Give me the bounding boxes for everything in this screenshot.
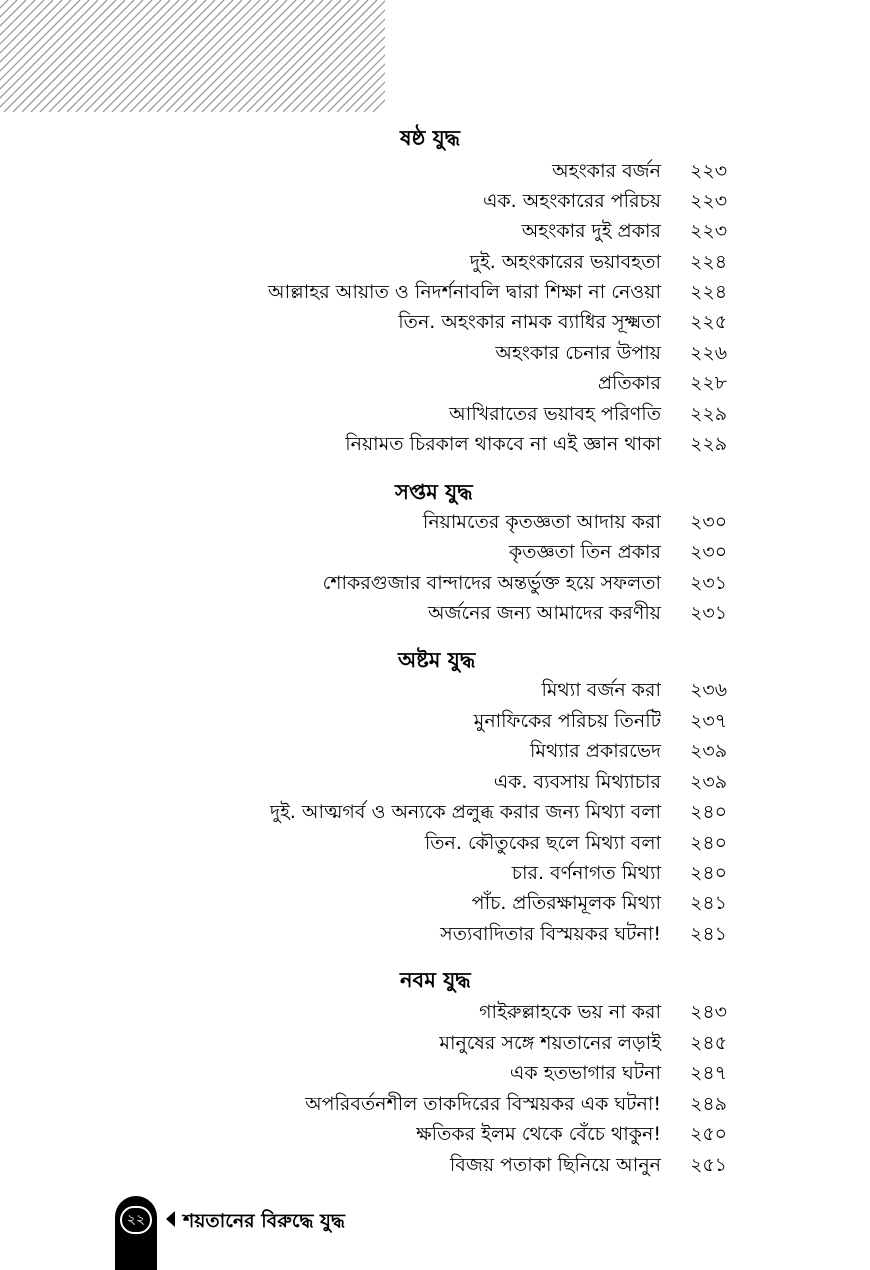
stripe-line	[139, 0, 251, 112]
stripe-line	[229, 0, 341, 112]
stripe-line	[31, 0, 143, 112]
entry-page-number: ২২৪	[690, 281, 728, 303]
entry-page-number: ২৩১	[690, 572, 728, 594]
stripe-line	[274, 0, 385, 112]
toc-entry[interactable]	[0, 537, 870, 567]
entry-title: অপরিবর্তনশীল তাকদিরের বিস্ময়কর এক ঘটনা!	[305, 1093, 661, 1115]
entry-title: মিথ্যা বর্জন করা	[541, 679, 661, 701]
stripe-line	[0, 0, 26, 112]
entry-title: মানুষের সঙ্গে শয়তানের লড়াই	[439, 1032, 661, 1054]
toc-entry[interactable]	[0, 828, 870, 858]
toc-entry[interactable]	[0, 1150, 870, 1180]
entry-page-number: ২৪৭	[690, 1062, 728, 1084]
entry-title: দুই. আত্মগর্ব ও অন্যকে প্রলুব্ধ করার জন্য মিথ্যা বলা	[269, 801, 661, 823]
entry-page-number: ২২৯	[690, 433, 728, 455]
stripe-line	[211, 0, 323, 112]
toc-entry[interactable]	[0, 368, 870, 398]
entry-page-number: ২২৩	[690, 190, 728, 212]
section-title-6: ষষ্ঠ যুদ্ধ	[400, 126, 461, 150]
toc-entry[interactable]	[0, 1058, 870, 1088]
entry-title: অহংকার চেনার উপায়	[495, 342, 661, 364]
entry-title: বিজয় পতাকা ছিনিয়ে আনুন	[449, 1154, 661, 1176]
entry-title: পাঁচ. প্রতিরক্ষামূলক মিথ্যা	[471, 892, 661, 914]
stripe-line	[85, 0, 197, 112]
toc-entry[interactable]	[0, 156, 870, 186]
corner-stripe-pattern	[0, 0, 385, 112]
entry-title: অহংকার বর্জন	[552, 160, 661, 182]
entry-title: কৃতজ্ঞতা তিন প্রকার	[508, 541, 661, 563]
toc-entry[interactable]	[0, 598, 870, 628]
toc-entry[interactable]	[0, 429, 870, 459]
entry-page-number: ২২৪	[690, 251, 728, 273]
stripe-line	[247, 0, 359, 112]
entry-page-number: ২৩৬	[690, 679, 728, 701]
entry-page-number: ২৩৯	[690, 740, 728, 762]
toc-entry[interactable]	[0, 568, 870, 598]
page-number: ২২	[120, 1206, 152, 1234]
entry-page-number: ২২৬	[690, 342, 728, 364]
stripe-line	[76, 0, 188, 112]
section-title-8: অষ্টম যুদ্ধ	[398, 648, 476, 672]
entry-title: শোকরগুজার বান্দাদের অন্তর্ভুক্ত হয়ে সফলতা	[322, 572, 661, 594]
entry-page-number: ২৪৫	[690, 1032, 728, 1054]
entry-title: এক. অহংকারের পরিচয়	[482, 190, 661, 212]
entry-title: এক. ব্যবসায় মিথ্যাচার	[493, 771, 661, 793]
stripe-line	[148, 0, 260, 112]
entry-title: চার. বর্ণনাগত মিথ্যা	[511, 862, 661, 884]
entry-page-number: ২২৩	[690, 220, 728, 242]
section-title-7: সপ্তম যুদ্ধ	[395, 480, 473, 504]
entry-page-number: ২৫১	[690, 1154, 728, 1176]
entry-page-number: ২২৯	[690, 403, 728, 425]
stripe-line	[130, 0, 242, 112]
stripe-line	[256, 0, 368, 112]
entry-title: তিন. কৌতুকের ছলে মিথ্যা বলা	[424, 832, 661, 854]
entry-title: এক হতভাগার ঘটনা	[509, 1062, 661, 1084]
entry-page-number: ২৩০	[690, 541, 728, 563]
entry-page-number: ২৪০	[690, 862, 728, 884]
stripe-line	[94, 0, 206, 112]
entry-title: আল্লাহর আয়াত ও নিদর্শনাবলি দ্বারা শিক্ষা না নেওয়া	[268, 281, 661, 303]
entry-page-number: ২৪০	[690, 832, 728, 854]
toc-entry[interactable]	[0, 736, 870, 766]
entry-page-number: ২৩১	[690, 602, 728, 624]
entry-page-number: ২৫০	[690, 1123, 728, 1145]
arrow-left-icon	[166, 1211, 176, 1227]
toc-entry[interactable]	[0, 507, 870, 537]
entry-page-number: ২২৩	[690, 160, 728, 182]
entry-title: দুই. অহংকারের ভয়াবহতা	[469, 251, 661, 273]
toc-entry[interactable]	[0, 997, 870, 1027]
toc-entry[interactable]	[0, 247, 870, 277]
entry-page-number: ২৪৯	[690, 1093, 728, 1115]
entry-title: মুনাফিকের পরিচয় তিনটি	[473, 710, 661, 732]
stripe-line	[166, 0, 278, 112]
entry-title: ক্ষতিকর ইলম থেকে বেঁচে থাকুন!	[416, 1123, 661, 1145]
stripe-line	[157, 0, 269, 112]
entry-page-number: ২৪৩	[690, 1001, 728, 1023]
entry-page-number: ২২৫	[690, 311, 728, 333]
book-title: শয়তানের বিরুদ্ধে যুদ্ধ	[183, 1210, 345, 1232]
toc-entry[interactable]	[0, 797, 870, 827]
stripe-line	[202, 0, 314, 112]
entry-title: নিয়ামত চিরকাল থাকবে না এই জ্ঞান থাকা	[345, 433, 661, 455]
toc-entry[interactable]	[0, 767, 870, 797]
toc-entry[interactable]	[0, 277, 870, 307]
entry-page-number: ২৩৯	[690, 771, 728, 793]
entry-title: সত্যবাদিতার বিস্ময়কর ঘটনা!	[440, 923, 661, 945]
entry-page-number: ২৪০	[690, 801, 728, 823]
toc-entry[interactable]	[0, 1028, 870, 1058]
entry-title: প্রতিকার	[597, 372, 661, 394]
toc-entry[interactable]	[0, 338, 870, 368]
toc-entry[interactable]	[0, 919, 870, 949]
stripe-line	[67, 0, 179, 112]
toc-entry[interactable]	[0, 1089, 870, 1119]
stripe-line	[58, 0, 170, 112]
toc-entry[interactable]	[0, 1119, 870, 1149]
stripe-line	[22, 0, 134, 112]
toc-entry[interactable]	[0, 399, 870, 429]
stripe-line	[265, 0, 377, 112]
entry-page-number: ২২৮	[690, 372, 728, 394]
toc-entry[interactable]	[0, 675, 870, 705]
stripe-line	[112, 0, 224, 112]
entry-page-number: ২৪১	[690, 923, 728, 945]
stripe-line	[40, 0, 152, 112]
entry-title: অর্জনের জন্য আমাদের করণীয়	[428, 602, 661, 624]
entry-title: নিয়ামতের কৃতজ্ঞতা আদায় করা	[422, 511, 661, 533]
entry-page-number: ২৩০	[690, 511, 728, 533]
stripe-line	[4, 0, 116, 112]
stripe-line	[220, 0, 332, 112]
entry-page-number: ২৩৭	[690, 710, 728, 732]
stripe-line	[13, 0, 125, 112]
toc-entry[interactable]	[0, 888, 870, 918]
stripe-line	[121, 0, 233, 112]
stripe-line	[175, 0, 287, 112]
toc-entry[interactable]	[0, 186, 870, 216]
stripe-line	[49, 0, 161, 112]
entry-title: তিন. অহংকার নামক ব্যাধির সূক্ষ্মতা	[398, 311, 661, 333]
stripe-line	[184, 0, 296, 112]
toc-entry[interactable]	[0, 216, 870, 246]
entry-title: মিথ্যার প্রকারভেদ	[529, 740, 661, 762]
stripe-line	[238, 0, 350, 112]
toc-entry[interactable]	[0, 858, 870, 888]
toc-entry[interactable]	[0, 307, 870, 337]
toc-entry[interactable]	[0, 706, 870, 736]
section-title-9: নবম যুদ্ধ	[400, 968, 471, 992]
stripe-line	[103, 0, 215, 112]
stripe-line	[193, 0, 305, 112]
entry-title: অহংকার দুই প্রকার	[521, 220, 661, 242]
entry-title: গাইরুল্লাহকে ভয় না করা	[479, 1001, 661, 1023]
entry-page-number: ২৪১	[690, 892, 728, 914]
entry-title: আখিরাতের ভয়াবহ পরিণতি	[449, 403, 661, 425]
